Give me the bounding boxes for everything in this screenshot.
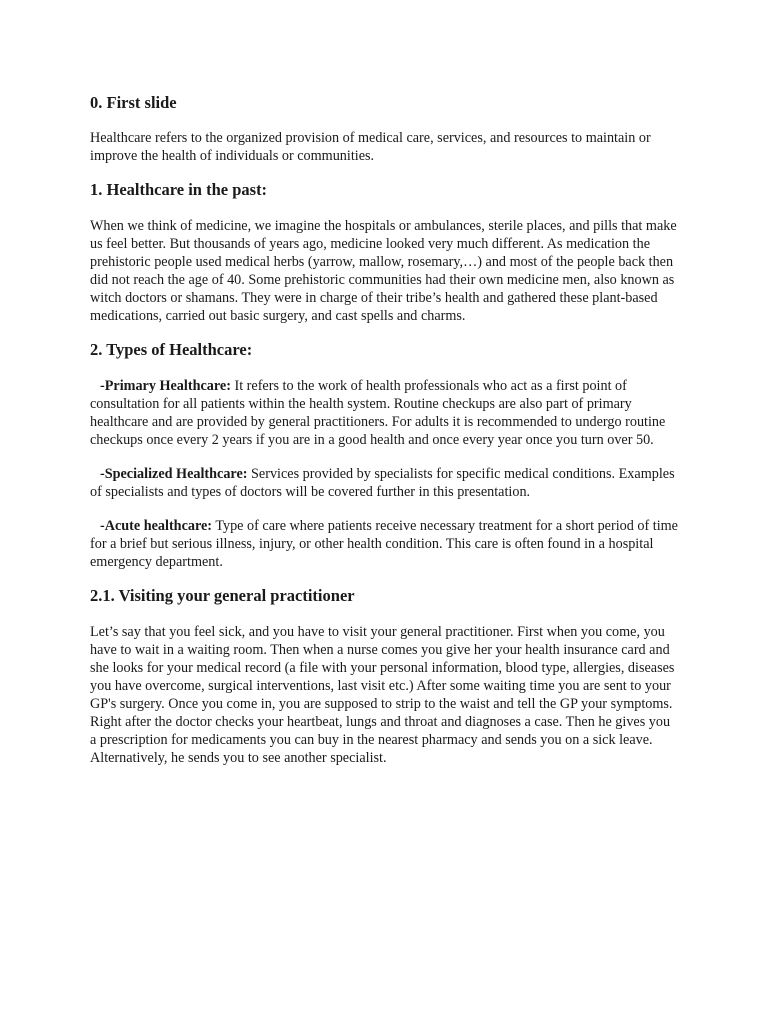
heading-healthcare-past: 1. Healthcare in the past: — [90, 180, 268, 199]
list-item-primary-healthcare — [90, 377, 678, 449]
heading-types-of-healthcare: 2. Types of Healthcare: — [90, 340, 253, 359]
text-primary-healthcare: It refers to the work of health professionals who act as a first point of consultation for all patients within the health system. Routine checkups are also part of primary healthcare and are provided by general practitioners. For adults it is recommended to undergo routine checkups once every 2 years if you are in a good health and once every year once you turn over 50. — [90, 378, 666, 448]
paragraph-healthcare-past: When we think of medicine, we imagine the hospitals or ambulances, sterile places, and pills that make us feel better. But thousands of years ago, medicine looked very much different. As medication the prehistoric people used medical herbs (yarrow, mallow, rosemary,…) and most of the people back then did not reach the age of 40. Some prehistoric communities had their own medicine men, also known as witch doctors or shamans. They were in charge of their tribe’s health and gathered these plant-based medications, carried out basic surgery, and cast spells and charms. — [90, 218, 677, 324]
heading-visiting-gp: 2.1. Visiting your general practitioner — [90, 586, 355, 605]
term-acute-healthcare: -Acute healthcare: — [100, 518, 213, 534]
text-specialized-healthcare: Services provided by specialists for specific medical conditions. Examples of specialists and types of doctors will be covered further in this presentation. — [90, 466, 675, 500]
paragraph-visiting-gp: Let’s say that you feel sick, and you have to visit your general practitioner. First when you come, you have to wait in a waiting room. Then when a nurse comes you give her your health insurance card and she looks for your medical record (a file with your personal information, blood type, allergies, diseases you have overcome, surgical interventions, last visit etc.) After some waiting time you are sent to your GP's surgery. Once you come in, you are supposed to strip to the waist and tell the GP your symptoms. Right after the doctor checks your heartbeat, lungs and throat and diagnoses a case. Then he gives you a prescription for medicaments you can buy in the nearest pharmacy and sends you on a sick leave. Alternatively, he sends you to see another specialist. — [90, 624, 675, 766]
paragraph-first-slide: Healthcare refers to the organized provision of medical care, services, and resources to maintain or improve the health of individuals or communities. — [90, 130, 651, 164]
text-acute-healthcare: Type of care where patients receive necessary treatment for a short period of time for a brief but serious illness, injury, or other health condition. This care is often found in a hospital emergency department. — [90, 518, 678, 570]
term-specialized-healthcare: -Specialized Healthcare: — [100, 466, 248, 482]
list-item-acute-healthcare — [90, 517, 678, 571]
term-primary-healthcare: -Primary Healthcare: — [100, 378, 231, 394]
heading-first-slide: 0. First slide — [90, 93, 177, 112]
list-item-specialized-healthcare — [90, 465, 678, 501]
